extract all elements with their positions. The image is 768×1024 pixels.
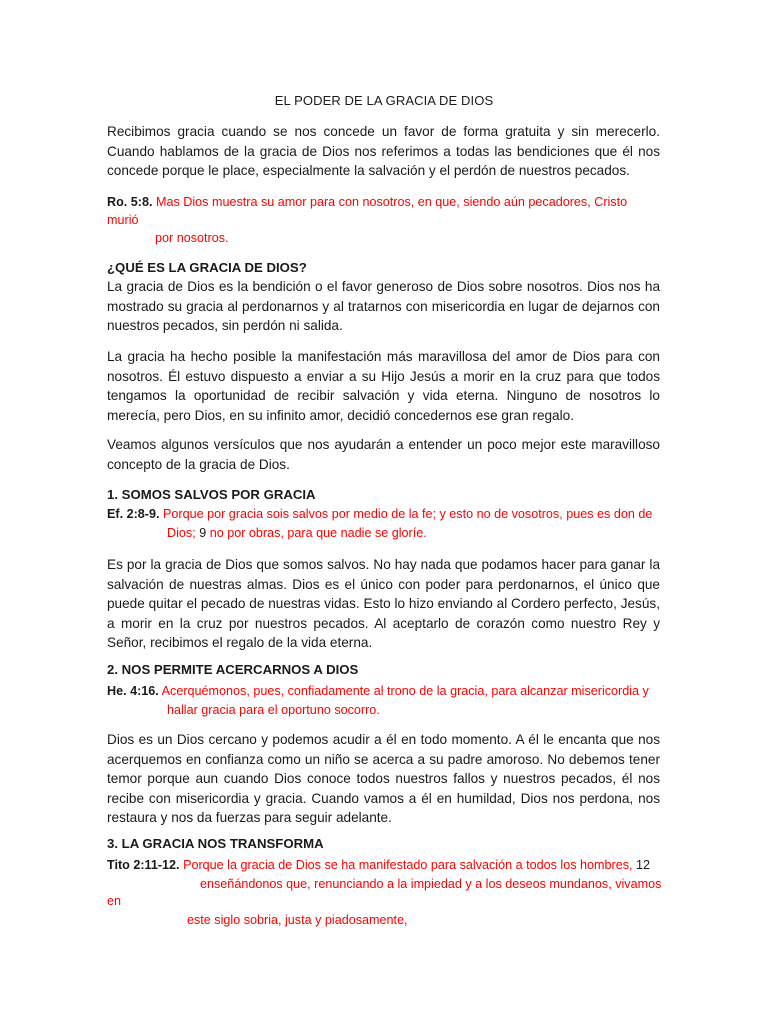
verse-reference: Ro. 5:8. [107, 195, 153, 209]
verse-titus [107, 856, 660, 936]
verse-text: por nosotros. [155, 231, 229, 245]
verse-text: enseñándonos que, renunciando a la impiedad y a los deseos mundanos, vivamos [200, 877, 662, 891]
section-heading-approach-god: 2. NOS PERMITE ACERCARNOS A DIOS [107, 662, 359, 677]
section-heading-grace-transforms: 3. LA GRACIA NOS TRANSFORMA [107, 836, 324, 851]
section-heading-saved-by-grace: 1. SOMOS SALVOS POR GRACIA [107, 487, 316, 502]
verse-reference: Ef. 2:8-9. [107, 507, 160, 521]
paragraph: Veamos algunos versículos que nos ayudarán a entender un poco mejor este maravilloso concepto de la gracia de Dios. [107, 437, 660, 472]
paragraph: Es por la gracia de Dios que somos salvos. No hay nada que podamos hacer para ganar la salvación de nuestras almas. Dios es el único con poder para perdonarnos, el único que puede quitar el pecado de nuestras vidas. Esto lo hizo enviando al Cordero perfecto, Jesús, a morir en la cruz por nuestros pecados. Al aceptarlo de corazón como nuestro Rey y Señor, recibimos el regalo de la vida eterna. [107, 557, 660, 651]
document-title: EL PODER DE LA GRACIA DE DIOS [274, 93, 494, 108]
paragraph: La gracia ha hecho posible la manifestación más maravillosa del amor de Dios para con nosotros. Él estuvo dispuesto a enviar a su Hijo Jesús a morir en la cruz para que todos tengamos la oportunidad de recibir salvación y vida eterna. Ninguno de nosotros lo merecía, pero Dios, en su infinito amor, decidió concedernos ese gran regalo. [107, 349, 660, 423]
verse-reference: He. 4:16. [107, 684, 159, 698]
verse-text: en [107, 894, 122, 908]
paragraph: La gracia de Dios es la bendición o el favor generoso de Dios sobre nosotros. Dios nos ha mostrado su gracia al perdonarnos y al tratarnos con misericordia en lugar de dejarnos con nuestros pecados, sin perdón ni salida. [107, 279, 660, 334]
section-heading-what-is-grace: ¿QUÉ ES LA GRACIA DE DIOS? [107, 260, 307, 275]
verse-number: 9 [199, 526, 207, 540]
verse-text: este siglo sobria, justa y piadosamente, [187, 913, 408, 927]
verse-text: no por obras, para que nadie se gloríe. [209, 526, 427, 540]
verse-hebrews [107, 682, 660, 722]
verse-text: Porque por gracia sois salvos por medio de la fe; y esto no de vosotros, pues es don de [163, 507, 653, 521]
verse-text: Acerquémonos, pues, confiadamente al trono de la gracia, para alcanzar misericordia y [161, 684, 649, 698]
verse-text: Dios; [167, 526, 196, 540]
paragraph: Dios es un Dios cercano y podemos acudir a él en todo momento. A él le encanta que nos acerquemos en confianza como un niño se acerca a su padre amoroso. No debemos tener temor porque aun cuando Dios conoce todos nuestros fallos y nuestros pecados, él nos recibe con misericordia y gracia. Cuando vamos a él en humildad, Dios nos perdona, nos restaura y nos da fuerzas para seguir adelante. [107, 732, 660, 826]
verse-romans [107, 193, 660, 253]
verse-ephesians [107, 505, 660, 545]
verse-text: hallar gracia para el oportuno socorro. [167, 703, 380, 717]
verse-text: Mas Dios muestra su amor para con nosotros, en que, siendo aún pecadores, Cristo [156, 195, 628, 209]
verse-number: 12 [636, 858, 651, 872]
intro-paragraph: Recibimos gracia cuando se nos concede un favor de forma gratuita y sin merecerlo. Cuando hablamos de la gracia de Dios nos referimos a todas las bendiciones que él nos concede porque le place, especialmente la salvación y el perdón de nuestros pecados. [107, 124, 660, 179]
verse-text: Porque la gracia de Dios se ha manifestado para salvación a todos los hombres, [183, 858, 633, 872]
verse-reference: Tito 2:11-12. [107, 858, 180, 872]
verse-text: murió [107, 213, 139, 227]
